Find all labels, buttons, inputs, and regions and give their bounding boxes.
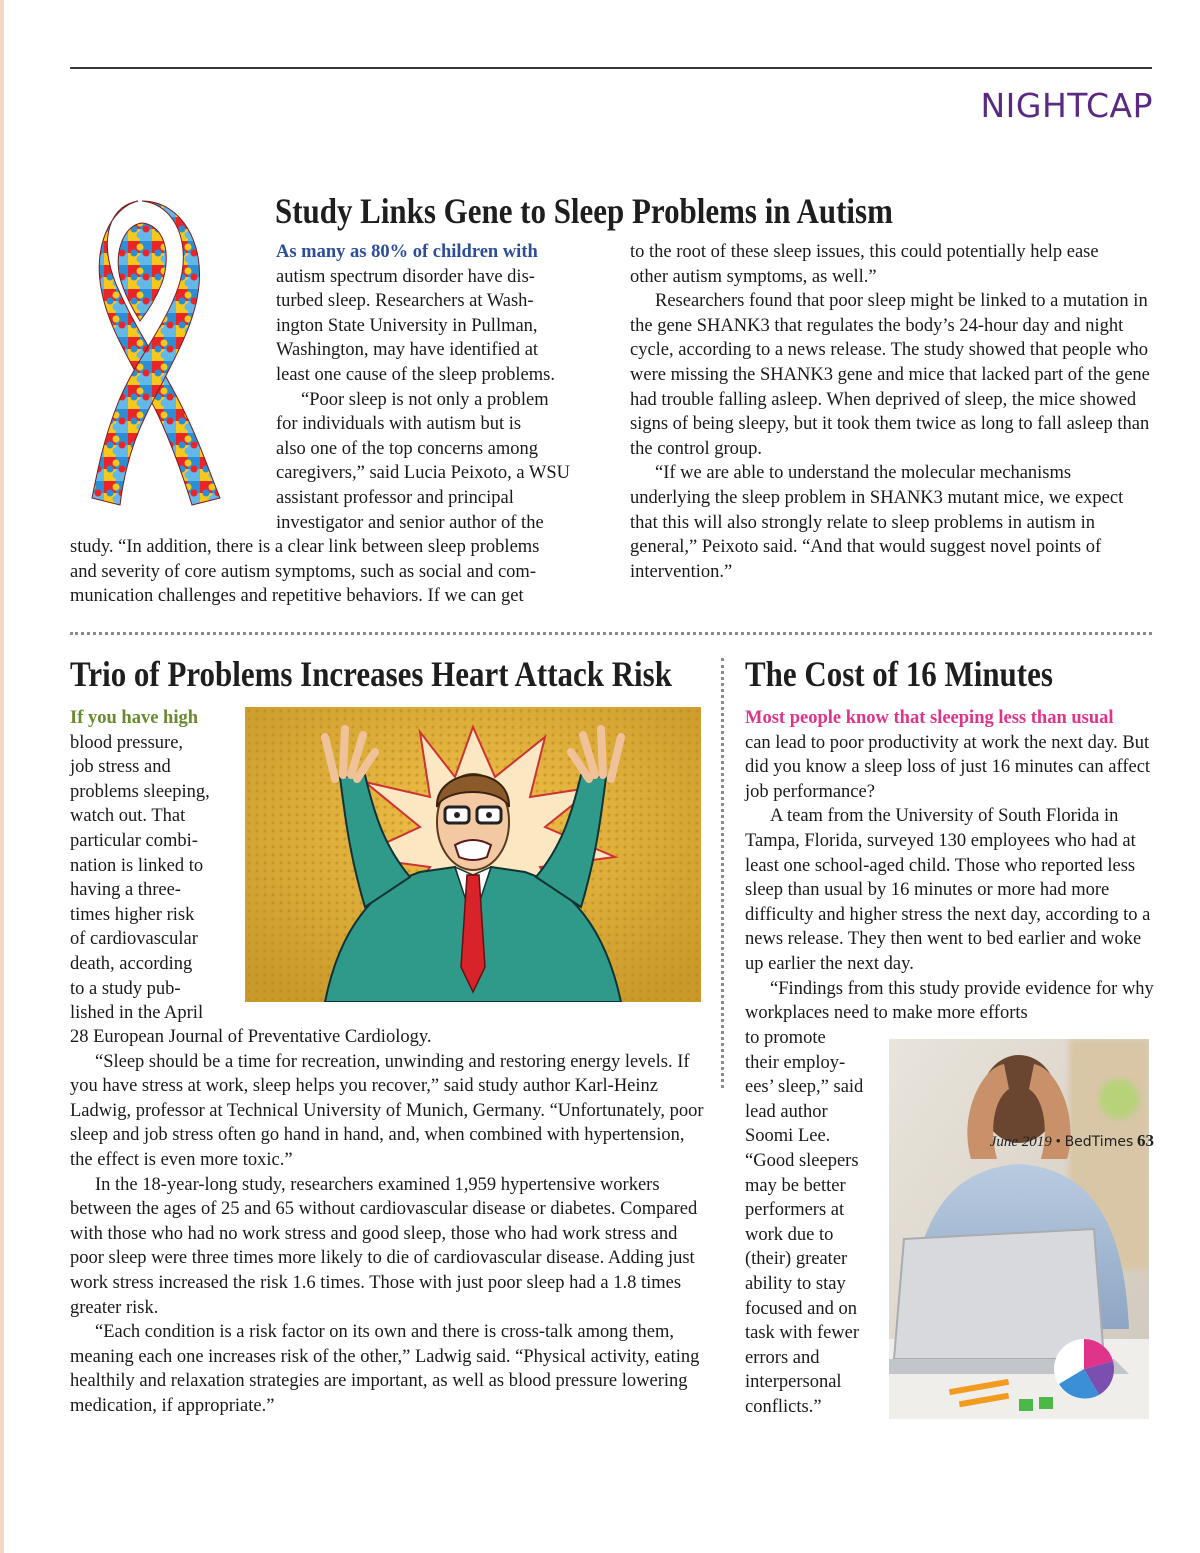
article1-headline: Study Links Gene to Sleep Problems in Autism	[275, 191, 893, 231]
article3-paragraph: A team from the University of South Florida in Tampa, Florida, surveyed 130 employees who had at least one school-aged child. Those who reported less sleep than usual by 16 minutes or more had more difficulty and higher stress the next day, according to a news release. They then went to bed earlier and woke up earlier the next day.	[745, 806, 1151, 974]
text-line: turbed sleep. Researchers at Wash-	[276, 291, 534, 312]
article2-body	[70, 1025, 704, 1419]
text-line: least one cause of the sleep problems.	[276, 364, 555, 385]
article2-headline: Trio of Problems Increases Heart Attack Risk	[70, 654, 672, 694]
section-title: NIGHTCAP	[980, 86, 1153, 125]
text-line: watch out. That	[70, 806, 186, 827]
text-line: of cardiovascular	[70, 929, 198, 950]
article3-narrow-column	[745, 1026, 885, 1420]
article3-lead: Most people know that sleeping less than usual	[745, 708, 1114, 728]
text-line: blood pressure,	[70, 732, 184, 753]
stressed-man-illustration	[245, 707, 701, 1002]
article3-headline: The Cost of 16 Minutes	[745, 654, 1053, 694]
text-line: study. “In addition, there is a clear link between sleep problems	[70, 537, 540, 557]
text-line: may be better	[745, 1175, 846, 1196]
text-line: Soomi Lee.	[745, 1126, 831, 1147]
article2-narrow-column	[70, 706, 240, 1026]
page-footer	[990, 1131, 1154, 1151]
text-line: to promote	[745, 1028, 826, 1048]
top-rule	[70, 67, 1152, 69]
text-line: ington State University in Pullman,	[276, 315, 538, 336]
text-line: errors and	[745, 1347, 820, 1368]
magazine-name: BedTimes	[1064, 1134, 1134, 1150]
article2-paragraph: “Each condition is a risk factor on its own and there is cross-talk among them, meaning each one increases risk of the other,” Ladwig said. “Physical activity, eating healthily and relaxation strategies are important, as well as blood pressure lowering medication, if appropriate.”	[70, 1322, 700, 1416]
column-divider	[721, 658, 724, 1088]
text-line: investigator and senior author of the	[276, 512, 544, 533]
text-line: ability to stay	[745, 1273, 846, 1294]
text-line: caregivers,” said Lucia Peixoto, a WSU	[276, 463, 571, 484]
text-line: times higher risk	[70, 904, 195, 925]
issue-date: June 2019	[989, 1134, 1052, 1150]
stressed-worker-photo	[889, 1039, 1149, 1419]
text-line: interpersonal	[745, 1372, 842, 1393]
article1-paragraph: Researchers found that poor sleep might be linked to a mutation in the gene SHANK3 that regulates the body’s 24-hour day and night cycle, according to a news release. The study showed that people who were missing the SHANK3 gene and mice that lacked part of the gene had trouble falling asleep. When deprived of sleep, the mice showed signs of being sleepy, but it took them twice as long to fall asleep than the control group.	[630, 291, 1150, 459]
text-line: autism spectrum disorder have dis-	[276, 266, 535, 287]
article2-paragraph: “Sleep should be a time for recreation, unwinding and restoring energy levels. If you have stress at work, sleep helps you recover,” said study author Karl-Heinz Ladwig, professor at Technical University of Munich, Germany. “Unfortunately, poor sleep and job stress often go hand in hand, and, when combined with hypertension, the effect is even more toxic.”	[70, 1051, 704, 1170]
text-line: ees’ sleep,” said	[745, 1077, 864, 1098]
text-line: particular combi-	[70, 830, 198, 851]
footer-separator: •	[1055, 1134, 1061, 1150]
text-line: munication challenges and repetitive behaviors. If we can get	[70, 586, 524, 607]
article3-body	[745, 706, 1155, 1026]
text-line: job stress and	[70, 757, 171, 778]
article1-wide-lines	[70, 535, 600, 609]
page-number: 63	[1137, 1131, 1154, 1150]
article1-intro	[276, 240, 606, 535]
section-divider	[70, 632, 1152, 635]
article1-column2	[630, 240, 1152, 584]
text-line: assistant professor and principal	[276, 487, 514, 508]
article1-paragraph: “If we are able to understand the molecular mechanisms underlying the sleep problem in SHANK3 mutant mice, we expect that this will also strongly relate to sleep problems in autism in general,” Peixoto said. “And that would suggest novel points of intervention.”	[630, 463, 1124, 582]
text-line: task with fewer	[745, 1323, 860, 1344]
article3-paragraph: can lead to poor productivity at work the next day. But did you know a sleep loss of just 16 minutes can affect job performance?	[745, 732, 1151, 802]
text-line: nation is linked to	[70, 855, 204, 876]
text-line: lished in the April	[70, 1003, 204, 1024]
text-line: performers at	[745, 1200, 845, 1221]
text-line: death, according	[70, 953, 193, 974]
text-line: and severity of core autism symptoms, such as social and com-	[70, 561, 536, 582]
article1-lead: As many as 80% of children with	[276, 242, 538, 262]
text-line: “Good sleepers	[745, 1150, 859, 1171]
text-line: other autism symptoms, as well.”	[630, 266, 877, 287]
article2-lead: If you have high	[70, 708, 198, 728]
text-line: for individuals with autism but is	[276, 414, 522, 435]
text-line: (their) greater	[745, 1249, 848, 1270]
text-line: to a study pub-	[70, 978, 181, 999]
text-line: their employ-	[745, 1052, 846, 1073]
text-line: problems sleeping,	[70, 781, 210, 802]
text-line: also one of the top concerns among	[276, 438, 539, 459]
autism-ribbon-image	[80, 193, 230, 508]
text-line: lead author	[745, 1101, 828, 1122]
text-line: work due to	[745, 1224, 834, 1245]
text-line: 28 European Journal of Preventative Cardiology.	[70, 1027, 432, 1047]
text-line: focused and on	[745, 1298, 857, 1319]
text-line: Washington, may have identified at	[276, 340, 539, 361]
text-line: conflicts.”	[745, 1396, 822, 1417]
text-line: “Poor sleep is not only a problem	[301, 389, 549, 410]
page-edge	[0, 0, 4, 1553]
article3-paragraph: “Findings from this study provide evidence for why workplaces need to make more efforts	[745, 978, 1154, 1024]
text-line: having a three-	[70, 880, 181, 901]
text-line: to the root of these sleep issues, this could potentially help ease	[630, 242, 1099, 262]
article2-paragraph: In the 18-year-long study, researchers examined 1,959 hypertensive workers between the ages of 25 and 65 without cardiovascular disease or diabetes. Compared with those who had no work stress and good sleep, those who had work stress and poor sleep were three times more likely to die of cardiovascular disease. Adding just work stress increased the risk 1.6 times. Those with just poor sleep had a 1.8 times greater risk.	[70, 1174, 698, 1318]
